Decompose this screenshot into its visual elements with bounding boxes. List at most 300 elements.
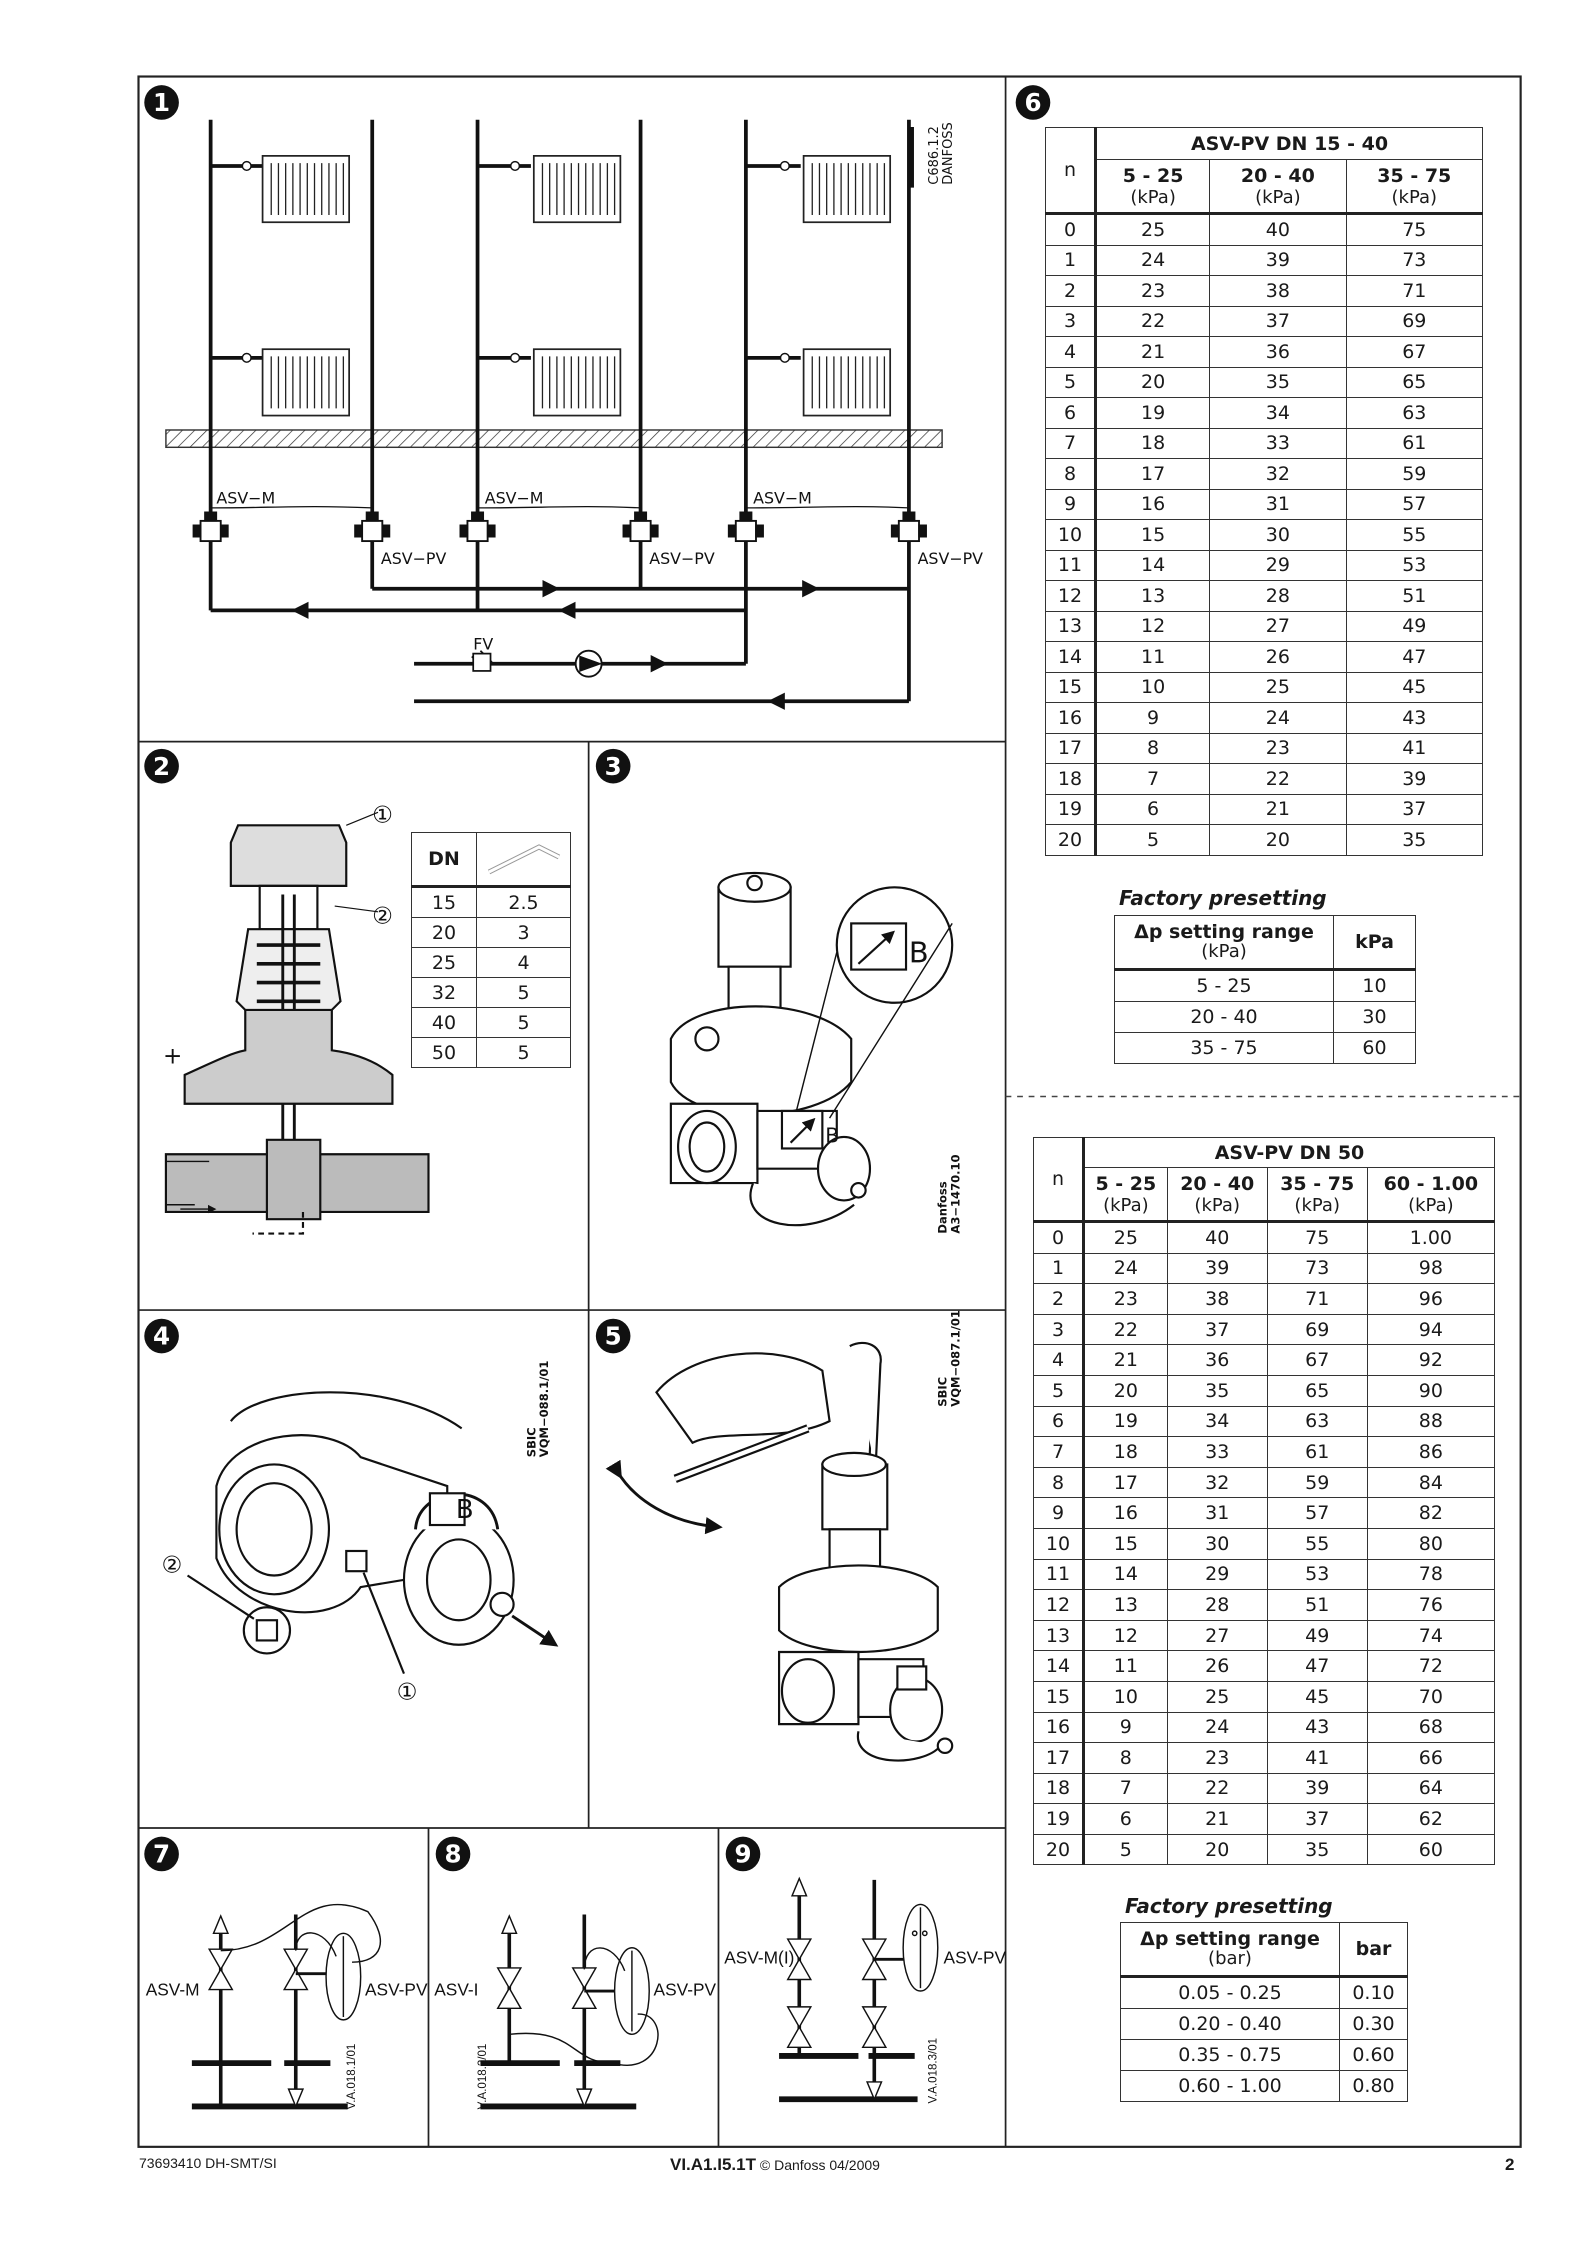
column-unit: (kPa) bbox=[1294, 1194, 1340, 1216]
cell-first: 0.20 - 0.40 bbox=[1121, 2009, 1340, 2040]
table-row bbox=[1034, 1314, 1495, 1345]
table-cell: 23 bbox=[1167, 1743, 1267, 1774]
header-unit: kPa bbox=[1334, 916, 1416, 970]
table-cell: 41 bbox=[1346, 733, 1482, 764]
table-cell: 38 bbox=[1167, 1284, 1267, 1315]
table-row bbox=[1046, 733, 1483, 764]
cell-first: 15 bbox=[1034, 1681, 1084, 1712]
valve-illustration-5 bbox=[617, 1346, 952, 1760]
table-cell: 5 bbox=[1084, 1834, 1168, 1865]
table-cell: 75 bbox=[1346, 214, 1482, 246]
footer-center bbox=[670, 2155, 880, 2175]
label-asv-pv: ASV−PV bbox=[917, 549, 984, 569]
table-row bbox=[1046, 459, 1483, 490]
table-cell: 0.80 bbox=[1340, 2071, 1408, 2102]
column-range: 20 - 40 bbox=[1240, 164, 1315, 187]
table-cell: 59 bbox=[1346, 459, 1482, 490]
table-row bbox=[1046, 825, 1483, 856]
column-header bbox=[1367, 1168, 1494, 1222]
valve-cross-section bbox=[166, 812, 429, 1233]
system-schematic bbox=[166, 120, 942, 701]
cell-first: 11 bbox=[1034, 1559, 1084, 1590]
cell-first: 20 bbox=[412, 918, 477, 948]
cell-first: 4 bbox=[1034, 1345, 1084, 1376]
marker-b: B bbox=[455, 1494, 474, 1525]
table-cell: 12 bbox=[1096, 611, 1210, 642]
table-cell: 73 bbox=[1346, 245, 1482, 276]
table-cell: 20 bbox=[1167, 1834, 1267, 1865]
table-cell: 13 bbox=[1084, 1590, 1168, 1621]
table-cell: 33 bbox=[1210, 428, 1346, 459]
cell-first: 5 bbox=[1034, 1375, 1084, 1406]
table-cell: 11 bbox=[1096, 642, 1210, 673]
table-cell: 82 bbox=[1367, 1498, 1494, 1529]
table-cell: 8 bbox=[1084, 1743, 1168, 1774]
table-cell: 30 bbox=[1167, 1528, 1267, 1559]
table-cell: 69 bbox=[1346, 306, 1482, 337]
drawing-code: DANFOSS bbox=[941, 122, 957, 185]
footer-doc-number: 73693410 DH-SMT/SI bbox=[139, 2155, 277, 2171]
callout-1: ① bbox=[396, 1679, 418, 1706]
table-cell: 73 bbox=[1267, 1253, 1367, 1284]
header-n: n bbox=[1046, 128, 1096, 214]
table-cell: 45 bbox=[1346, 672, 1482, 703]
table-cell: 25 bbox=[1167, 1681, 1267, 1712]
svg-text:6: 6 bbox=[1024, 88, 1042, 118]
drawing-code: VQM−087.1/01 bbox=[948, 1310, 963, 1407]
hex-key-icon bbox=[477, 833, 571, 887]
table-cell: 12 bbox=[1084, 1620, 1168, 1651]
cell-first: 9 bbox=[1046, 489, 1096, 520]
table-cell: 6 bbox=[1096, 794, 1210, 825]
table-cell: 16 bbox=[1096, 489, 1210, 520]
table-cell: 57 bbox=[1346, 489, 1482, 520]
cell-first: 6 bbox=[1034, 1406, 1084, 1437]
table-row bbox=[1121, 1977, 1408, 2009]
svg-text:1: 1 bbox=[153, 88, 171, 118]
cell-first: 18 bbox=[1046, 764, 1096, 795]
header-range: Δp setting range (bar) bbox=[1121, 1923, 1340, 1977]
table-cell: 16 bbox=[1084, 1498, 1168, 1529]
drawing-code: A3−1470.10 bbox=[948, 1154, 963, 1234]
cell-first: 20 bbox=[1034, 1834, 1084, 1865]
cell-first: 2 bbox=[1034, 1284, 1084, 1315]
table-cell: 74 bbox=[1367, 1620, 1494, 1651]
table-cell: 39 bbox=[1210, 245, 1346, 276]
column-unit: (kPa) bbox=[1391, 186, 1438, 208]
table-row bbox=[1034, 1253, 1495, 1284]
cell-first: 19 bbox=[1034, 1804, 1084, 1835]
table-row bbox=[1046, 245, 1483, 276]
table-cell: 20 bbox=[1084, 1375, 1168, 1406]
table-cell: 38 bbox=[1210, 276, 1346, 307]
hex-key-table bbox=[411, 832, 571, 1068]
factory-presetting-table-bar bbox=[1120, 1922, 1408, 2102]
table-cell: 20 bbox=[1210, 825, 1346, 856]
table-cell: 27 bbox=[1167, 1620, 1267, 1651]
footer-copyright: © Danfoss 04/2009 bbox=[759, 2157, 880, 2173]
cell-first: 11 bbox=[1046, 550, 1096, 581]
cell-first: 0.05 - 0.25 bbox=[1121, 1977, 1340, 2009]
table-cell: 17 bbox=[1084, 1467, 1168, 1498]
cell-first: 35 - 75 bbox=[1115, 1033, 1334, 1064]
table-cell: 0.30 bbox=[1340, 2009, 1408, 2040]
cell-first: 10 bbox=[1046, 520, 1096, 551]
label-asv-pv: ASV−PV bbox=[649, 549, 715, 569]
table-cell: 51 bbox=[1346, 581, 1482, 612]
table-cell: 61 bbox=[1267, 1437, 1367, 1468]
column-range: 20 - 40 bbox=[1180, 1172, 1255, 1195]
hex-header-dn: DN bbox=[412, 833, 477, 887]
label-asv-m: ASV−M bbox=[216, 488, 276, 508]
table-cell: 2.5 bbox=[477, 887, 571, 918]
factory-presetting-label: Factory presetting bbox=[1119, 886, 1327, 910]
schematic-8 bbox=[480, 1915, 658, 2107]
table-cell: 14 bbox=[1096, 550, 1210, 581]
section-badge-8 bbox=[436, 1837, 471, 1872]
table-row bbox=[1046, 703, 1483, 734]
cell-first: 0.35 - 0.75 bbox=[1121, 2040, 1340, 2071]
table-cell: 80 bbox=[1367, 1528, 1494, 1559]
callout-2: ② bbox=[161, 1552, 183, 1579]
table-cell: 29 bbox=[1210, 550, 1346, 581]
column-range: 35 - 75 bbox=[1280, 1172, 1355, 1195]
column-range: 35 - 75 bbox=[1377, 164, 1452, 187]
table-cell: 23 bbox=[1210, 733, 1346, 764]
table-cell: 49 bbox=[1267, 1620, 1367, 1651]
table-cell: 5 bbox=[1096, 825, 1210, 856]
section-badge-4 bbox=[144, 1319, 179, 1354]
label-asv-pv: ASV−PV bbox=[380, 549, 447, 569]
table-row bbox=[1115, 1033, 1416, 1064]
section-badge-1 bbox=[144, 85, 179, 120]
table-cell: 35 bbox=[1346, 825, 1482, 856]
table-row bbox=[1046, 276, 1483, 307]
table-row bbox=[1046, 337, 1483, 368]
table-cell: 10 bbox=[1096, 672, 1210, 703]
drawing-code: SBIC bbox=[935, 1376, 950, 1407]
table-cell: 23 bbox=[1084, 1284, 1168, 1315]
callout-2: ② bbox=[372, 903, 393, 930]
table-cell: 13 bbox=[1096, 581, 1210, 612]
table-cell: 11 bbox=[1084, 1651, 1168, 1682]
table-row bbox=[1046, 581, 1483, 612]
svg-text:7: 7 bbox=[153, 1839, 171, 1869]
cell-first: 17 bbox=[1034, 1743, 1084, 1774]
table-row bbox=[1046, 428, 1483, 459]
table-cell: 60 bbox=[1367, 1834, 1494, 1865]
column-unit: (kPa) bbox=[1408, 1194, 1454, 1216]
table-cell: 30 bbox=[1210, 520, 1346, 551]
cell-first: 16 bbox=[1034, 1712, 1084, 1743]
table-cell: 28 bbox=[1210, 581, 1346, 612]
table-cell: 94 bbox=[1367, 1314, 1494, 1345]
table-cell: 34 bbox=[1210, 398, 1346, 429]
cell-first: 6 bbox=[1046, 398, 1096, 429]
cell-first: 8 bbox=[1034, 1467, 1084, 1498]
cell-first: 32 bbox=[412, 978, 477, 1008]
cell-first: 20 bbox=[1046, 825, 1096, 856]
table-cell: 5 bbox=[477, 1038, 571, 1068]
table-cell: 18 bbox=[1096, 428, 1210, 459]
table-cell: 63 bbox=[1267, 1406, 1367, 1437]
drawing-code: V.A.018.2/01 bbox=[477, 2043, 490, 2110]
table-row bbox=[1115, 1002, 1416, 1033]
cell-first: 40 bbox=[412, 1008, 477, 1038]
cell-first: 8 bbox=[1046, 459, 1096, 490]
table-cell: 40 bbox=[1210, 214, 1346, 246]
table-row bbox=[412, 978, 571, 1008]
label-left: ASV-I bbox=[434, 1979, 479, 2000]
cell-first: 25 bbox=[412, 948, 477, 978]
table-cell: 71 bbox=[1346, 276, 1482, 307]
table-cell: 3 bbox=[477, 918, 571, 948]
cell-first: 18 bbox=[1034, 1773, 1084, 1804]
table-row bbox=[412, 948, 571, 978]
table-cell: 31 bbox=[1210, 489, 1346, 520]
table-cell: 8 bbox=[1096, 733, 1210, 764]
table-cell: 5 bbox=[477, 1008, 571, 1038]
table-cell: 76 bbox=[1367, 1590, 1494, 1621]
table-cell: 33 bbox=[1167, 1437, 1267, 1468]
table-row bbox=[1034, 1590, 1495, 1621]
table-row bbox=[1034, 1651, 1495, 1682]
table-cell: 17 bbox=[1096, 459, 1210, 490]
table-cell: 36 bbox=[1210, 337, 1346, 368]
label-right: ASV-PV bbox=[943, 1947, 1007, 1968]
table-cell: 23 bbox=[1096, 276, 1210, 307]
svg-text:4: 4 bbox=[153, 1321, 171, 1351]
table-row bbox=[1046, 489, 1483, 520]
table-title: ASV-PV DN 50 bbox=[1084, 1138, 1495, 1168]
table-cell: 1.00 bbox=[1367, 1222, 1494, 1254]
column-header bbox=[1346, 160, 1482, 214]
factory-presetting-label: Factory presetting bbox=[1125, 1894, 1333, 1918]
table-cell: 62 bbox=[1367, 1804, 1494, 1835]
column-header bbox=[1267, 1168, 1367, 1222]
drawing-code: V.A.018.1/01 bbox=[345, 2043, 358, 2110]
table-cell: 65 bbox=[1267, 1375, 1367, 1406]
table-cell: 22 bbox=[1210, 764, 1346, 795]
table-cell: 47 bbox=[1267, 1651, 1367, 1682]
table-cell: 60 bbox=[1334, 1033, 1416, 1064]
cell-first: 17 bbox=[1046, 733, 1096, 764]
cell-first: 13 bbox=[1046, 611, 1096, 642]
section-badge-3 bbox=[596, 749, 631, 784]
table-cell: 36 bbox=[1167, 1345, 1267, 1376]
table-cell: 10 bbox=[1084, 1681, 1168, 1712]
cell-first: 0 bbox=[1034, 1222, 1084, 1254]
table-cell: 26 bbox=[1167, 1651, 1267, 1682]
table-cell: 37 bbox=[1210, 306, 1346, 337]
table-row bbox=[1121, 2040, 1408, 2071]
svg-text:5: 5 bbox=[604, 1321, 622, 1351]
cell-first: 19 bbox=[1046, 794, 1096, 825]
label-left: ASV-M(I) bbox=[724, 1947, 795, 1968]
table-row bbox=[1046, 794, 1483, 825]
table-cell: 35 bbox=[1267, 1834, 1367, 1865]
table-cell: 18 bbox=[1084, 1437, 1168, 1468]
table-row bbox=[1034, 1528, 1495, 1559]
drawing-code: VQM−088.1/01 bbox=[537, 1360, 552, 1458]
header-range: Δp setting range (kPa) bbox=[1115, 916, 1334, 970]
column-unit: (kPa) bbox=[1194, 1194, 1240, 1216]
table-row bbox=[1046, 672, 1483, 703]
table-row bbox=[1034, 1681, 1495, 1712]
cell-first: 7 bbox=[1046, 428, 1096, 459]
section-badge-9 bbox=[726, 1837, 761, 1872]
table-cell: 78 bbox=[1367, 1559, 1494, 1590]
cell-first: 13 bbox=[1034, 1620, 1084, 1651]
table-row bbox=[1046, 367, 1483, 398]
table-row bbox=[1034, 1437, 1495, 1468]
table-cell: 31 bbox=[1167, 1498, 1267, 1529]
table-cell: 61 bbox=[1346, 428, 1482, 459]
svg-text:8: 8 bbox=[444, 1839, 462, 1869]
table-row bbox=[1046, 550, 1483, 581]
table-cell: 19 bbox=[1084, 1406, 1168, 1437]
table-cell: 10 bbox=[1334, 970, 1416, 1002]
table-cell: 84 bbox=[1367, 1467, 1494, 1498]
callout-1: ① bbox=[372, 802, 393, 829]
table-cell: 55 bbox=[1267, 1528, 1367, 1559]
table-title: ASV-PV DN 15 - 40 bbox=[1096, 128, 1483, 160]
table-cell: 64 bbox=[1367, 1773, 1494, 1804]
table-cell: 72 bbox=[1367, 1651, 1494, 1682]
table-asv-pv-dn50 bbox=[1033, 1137, 1495, 1865]
table-row bbox=[1121, 2009, 1408, 2040]
drawing-code: V.A.018.3/01 bbox=[927, 2037, 940, 2104]
table-row bbox=[1046, 642, 1483, 673]
table-row bbox=[412, 918, 571, 948]
table-row bbox=[1046, 764, 1483, 795]
table-row bbox=[412, 1038, 571, 1068]
table-cell: 27 bbox=[1210, 611, 1346, 642]
table-row bbox=[1046, 611, 1483, 642]
plus-sign: + bbox=[163, 1043, 183, 1070]
section-badge-5 bbox=[596, 1319, 631, 1354]
label-right: ASV-PV bbox=[365, 1979, 428, 2000]
table-cell: 34 bbox=[1167, 1406, 1267, 1437]
table-row bbox=[1034, 1406, 1495, 1437]
column-range: 60 - 1.00 bbox=[1383, 1172, 1479, 1195]
schematic-9 bbox=[779, 1878, 938, 2099]
marker-b: B bbox=[908, 935, 929, 970]
table-row bbox=[1034, 1498, 1495, 1529]
table-cell: 25 bbox=[1210, 672, 1346, 703]
cell-first: 9 bbox=[1034, 1498, 1084, 1529]
column-unit: (kPa) bbox=[1255, 186, 1301, 208]
drawing-code: C686.1.2 bbox=[926, 126, 942, 185]
table-cell: 37 bbox=[1267, 1804, 1367, 1835]
label-asv-m: ASV−M bbox=[484, 488, 544, 508]
table-cell: 37 bbox=[1167, 1314, 1267, 1345]
table-cell: 69 bbox=[1267, 1314, 1367, 1345]
table-cell: 4 bbox=[477, 948, 571, 978]
section-badge-2 bbox=[144, 749, 179, 784]
table-cell: 28 bbox=[1167, 1590, 1267, 1621]
table-cell: 68 bbox=[1367, 1712, 1494, 1743]
table-row bbox=[1034, 1620, 1495, 1651]
table-cell: 7 bbox=[1096, 764, 1210, 795]
table-cell: 24 bbox=[1167, 1712, 1267, 1743]
table-cell: 32 bbox=[1210, 459, 1346, 490]
svg-text:9: 9 bbox=[734, 1839, 752, 1869]
table-cell: 15 bbox=[1096, 520, 1210, 551]
table-cell: 55 bbox=[1346, 520, 1482, 551]
table-cell: 57 bbox=[1267, 1498, 1367, 1529]
cell-first: 3 bbox=[1034, 1314, 1084, 1345]
cell-first: 10 bbox=[1034, 1528, 1084, 1559]
table-cell: 45 bbox=[1267, 1681, 1367, 1712]
table-cell: 5 bbox=[477, 978, 571, 1008]
table-cell: 75 bbox=[1267, 1222, 1367, 1254]
cell-first: 12 bbox=[1046, 581, 1096, 612]
table-cell: 67 bbox=[1267, 1345, 1367, 1376]
table-row bbox=[1046, 398, 1483, 429]
table-row bbox=[1034, 1804, 1495, 1835]
table-cell: 21 bbox=[1084, 1345, 1168, 1376]
cell-first: 16 bbox=[1046, 703, 1096, 734]
column-range: 5 - 25 bbox=[1095, 1172, 1157, 1195]
column-range: 5 - 25 bbox=[1122, 164, 1184, 187]
header-unit: bar bbox=[1340, 1923, 1408, 1977]
label-asv-m: ASV−M bbox=[753, 488, 812, 508]
table-row bbox=[1034, 1284, 1495, 1315]
table-row bbox=[412, 887, 571, 918]
cell-first: 20 - 40 bbox=[1115, 1002, 1334, 1033]
table-cell: 53 bbox=[1346, 550, 1482, 581]
table-cell: 25 bbox=[1096, 214, 1210, 246]
table-row bbox=[1034, 1743, 1495, 1774]
table-cell: 88 bbox=[1367, 1406, 1494, 1437]
column-header bbox=[1084, 1168, 1168, 1222]
marker-b: B bbox=[825, 1123, 840, 1148]
cell-first: 4 bbox=[1046, 337, 1096, 368]
table-cell: 43 bbox=[1346, 703, 1482, 734]
table-cell: 51 bbox=[1267, 1590, 1367, 1621]
cell-first: 5 - 25 bbox=[1115, 970, 1334, 1002]
table-row bbox=[1034, 1467, 1495, 1498]
cell-first: 12 bbox=[1034, 1590, 1084, 1621]
table-cell: 90 bbox=[1367, 1375, 1494, 1406]
table-cell: 6 bbox=[1084, 1804, 1168, 1835]
table-cell: 21 bbox=[1167, 1804, 1267, 1835]
table-cell: 22 bbox=[1096, 306, 1210, 337]
column-header bbox=[1096, 160, 1210, 214]
table-asv-pv-dn15-40 bbox=[1045, 127, 1483, 856]
table-cell: 21 bbox=[1096, 337, 1210, 368]
table-cell: 92 bbox=[1367, 1345, 1494, 1376]
table-row bbox=[1115, 970, 1416, 1002]
table-cell: 26 bbox=[1210, 642, 1346, 673]
page-number: 2 bbox=[1505, 2155, 1515, 2174]
cell-first: 14 bbox=[1046, 642, 1096, 673]
table-cell: 24 bbox=[1084, 1253, 1168, 1284]
table-row bbox=[1034, 1773, 1495, 1804]
table-cell: 71 bbox=[1267, 1284, 1367, 1315]
cell-first: 50 bbox=[412, 1038, 477, 1068]
cell-first: 15 bbox=[1046, 672, 1096, 703]
cell-first: 0 bbox=[1046, 214, 1096, 246]
table-cell: 41 bbox=[1267, 1743, 1367, 1774]
column-unit: (kPa) bbox=[1103, 1194, 1149, 1216]
valve-illustration-4 bbox=[188, 1392, 552, 1673]
footer-code: VI.A1.I5.1T bbox=[670, 2155, 756, 2174]
label-fv: FV bbox=[473, 634, 494, 654]
table-cell: 47 bbox=[1346, 642, 1482, 673]
column-header bbox=[1210, 160, 1346, 214]
